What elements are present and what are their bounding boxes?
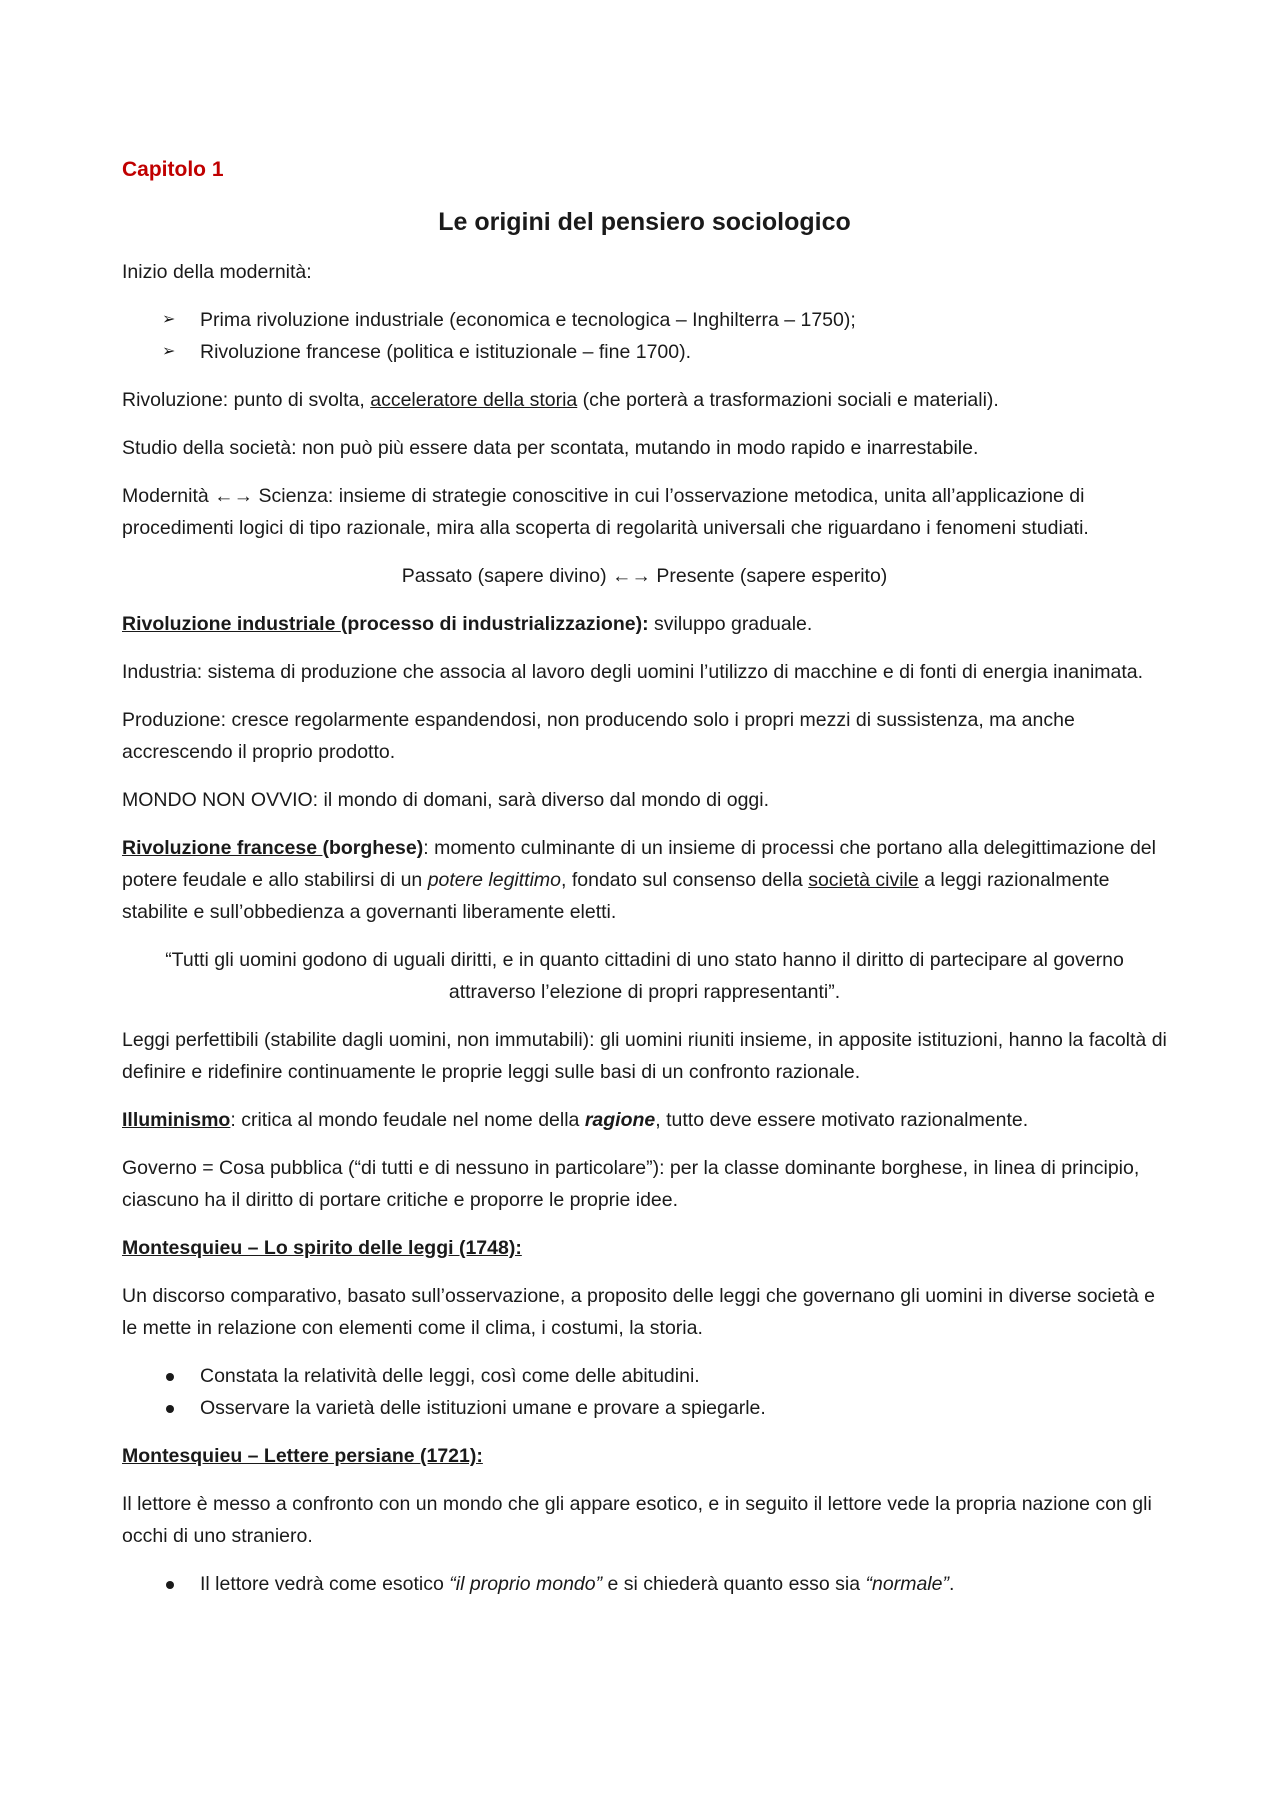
chapter-label: Capitolo 1 bbox=[122, 158, 224, 181]
arrow-bullet-icon: ➢ bbox=[162, 343, 176, 360]
paragraph-modernita: Modernità ←→ Scienza: insieme di strategie conoscitive in cui l’osservazione metodica, unita all’applicazione di procedimenti logici di tipo razionale, mira alla scoperta di regolarità universali che riguardano i fenomeni studiati. bbox=[122, 485, 1089, 539]
paragraph-lettore: Il lettore è messo a confronto con un mondo che gli appare esotico, e in seguito il lettore vede la propria nazione con gli occhi di uno straniero. bbox=[122, 1493, 1152, 1547]
bullet-dot-icon bbox=[162, 1360, 186, 1392]
heading-montesquieu-lettere: Montesquieu – Lettere persiane (1721): bbox=[122, 1445, 483, 1467]
arrow-bullet-list bbox=[122, 304, 1167, 368]
list-item: Constata la relatività delle leggi, così come delle abitudini. bbox=[122, 1360, 1167, 1392]
dot-bullet-list-2 bbox=[122, 1568, 1167, 1600]
paragraph-rivoluzione-industriale: Rivoluzione industriale (processo di industrializzazione): sviluppo graduale. bbox=[122, 613, 813, 635]
paragraph-illuminismo: Illuminismo: critica al mondo feudale nel nome della ragione, tutto deve essere motivato razionalmente. bbox=[122, 1109, 1029, 1131]
paragraph-passato: Passato (sapere divino) ←→ Presente (sapere esperito) bbox=[401, 565, 888, 587]
list-item: ➢ Prima rivoluzione industriale (economica e tecnologica – Inghilterra – 1750); bbox=[122, 304, 1167, 336]
list-item: Osservare la varietà delle istituzioni umane e provare a spiegarle. bbox=[122, 1392, 1167, 1424]
paragraph-mondo-non-ovvio: MONDO NON OVVIO: il mondo di domani, sarà diverso dal mondo di oggi. bbox=[122, 789, 770, 811]
paragraph-governo: Governo = Cosa pubblica (“di tutti e di nessuno in particolare”): per la classe dominante borghese, in linea di principio, ciascuno ha il diritto di portare critiche e proporre le proprie idee. bbox=[122, 1157, 1140, 1211]
paragraph-rivoluzione: Rivoluzione: punto di svolta, acceleratore della storia (che porterà a trasformazioni sociali e materiali). bbox=[122, 389, 999, 411]
paragraph-rivoluzione-francese: Rivoluzione francese (borghese): momento culminante di un insieme di processi che portano alla delegittimazione del potere feudale e allo stabilirsi di un potere legittimo, fondato sul consenso della società civile a leggi razionalmente stabilite e sull’obbedienza a governanti liberamente eletti. bbox=[122, 837, 1156, 923]
page-title: Le origini del pensiero sociologico bbox=[438, 208, 851, 236]
bullet-dot-icon bbox=[162, 1392, 186, 1424]
paragraph-leggi: Leggi perfettibili (stabilite dagli uomini, non immutabili): gli uomini riuniti insieme, in apposite istituzioni, hanno la facoltà di definire e ridefinire continuamente le proprie leggi sulle basi di un confronto razionale. bbox=[122, 1029, 1167, 1083]
arrow-bullet-icon: ➢ bbox=[162, 311, 176, 328]
intro-paragraph: Inizio della modernità: bbox=[122, 261, 312, 283]
quote-paragraph: “Tutti gli uomini godono di uguali diritti, e in quanto cittadini di uno stato hanno il diritto di partecipare al governo attraverso l’elezione di propri rappresentanti”. bbox=[165, 949, 1124, 1003]
heading-montesquieu-spirito: Montesquieu – Lo spirito delle leggi (1748): bbox=[122, 1237, 522, 1259]
list-item: Il lettore vedrà come esotico “il proprio mondo” e si chiederà quanto esso sia “normale”. bbox=[122, 1568, 1167, 1600]
paragraph-produzione: Produzione: cresce regolarmente espandendosi, non producendo solo i propri mezzi di sussistenza, ma anche accrescendo il proprio prodotto. bbox=[122, 709, 1075, 763]
paragraph-industria: Industria: sistema di produzione che associa al lavoro degli uomini l’utilizzo di macchine e di fonti di energia inanimata. bbox=[122, 661, 1144, 683]
dot-bullet-list bbox=[122, 1360, 1167, 1424]
list-item: ➢ Rivoluzione francese (politica e istituzionale – fine 1700). bbox=[122, 336, 1167, 368]
paragraph-discorso: Un discorso comparativo, basato sull’osservazione, a proposito delle leggi che governano gli uomini in diverse società e le mette in relazione con elementi come il clima, i costumi, la storia. bbox=[122, 1285, 1155, 1339]
document-content bbox=[122, 154, 1167, 1616]
paragraph-studio: Studio della società: non può più essere data per scontata, mutando in modo rapido e inarrestabile. bbox=[122, 437, 979, 459]
bullet-dot-icon bbox=[162, 1568, 186, 1600]
